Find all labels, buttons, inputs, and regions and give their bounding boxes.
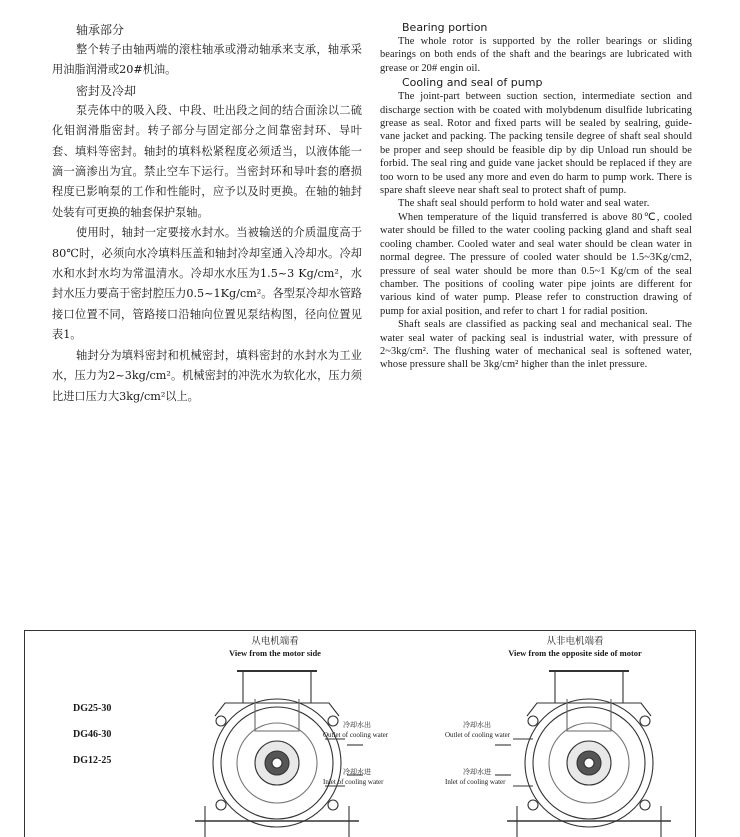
en-heading-seal: Cooling and seal of pump — [402, 76, 543, 90]
left-outlet-label-zh: 冷却水出 — [343, 721, 371, 729]
model-label-3: DG12-25 — [73, 755, 112, 766]
right-inlet-label-zh: 冷却水进 — [463, 768, 491, 776]
en-paragraph-shaft-seal-water: The shaft seal should perform to hold water and seal water. — [398, 198, 650, 210]
english-column — [380, 20, 692, 372]
pump-left-drawing — [195, 671, 363, 837]
en-paragraph-shaft-seal-types: Shaft seals are classified as packing seal and mechanical seal. The water seal water of packing seal is industrial water, with pressure of 2~3kg/cm². The flushing water of mechanical seal is softened water, whose pressure shall be 3kg/cm² higher than the inlet pressure. — [380, 319, 692, 371]
en-heading-bearing: Bearing portion — [402, 21, 488, 34]
left-outlet-label-en: Outlet of cooling water — [323, 731, 389, 739]
chinese-column — [52, 20, 362, 407]
right-caption-en: View from the opposite side of motor — [508, 648, 642, 658]
zh-heading-bearing: 轴承部分 — [76, 23, 125, 37]
en-paragraph-bearing: The whole rotor is supported by the roller bearings or sliding bearings on both ends of the shaft and the bearings are lubricated with grease or 20# engin oil. — [380, 36, 692, 74]
model-label-1: DG25-30 — [73, 703, 112, 714]
left-inlet-label-en: Inlet of cooling water — [323, 778, 384, 786]
left-inlet-label-zh: 冷却水进 — [343, 768, 371, 776]
right-outlet-label-en: Outlet of cooling water — [445, 731, 511, 739]
zh-paragraph-shaft-seal: 轴封分为填料密封和机械密封，填料密封的水封水为工业水，压力为2~3kg/cm²。机械密封的冲洗水为软化水，压力须比进口压力大3kg/cm²以上。 — [52, 348, 362, 403]
right-inlet-label-en: Inlet of cooling water — [445, 778, 506, 786]
en-paragraph-cooling: When temperature of the liquid transferred is above 80℃, cooled water should be filled to the water cooling packing gland and shaft seal cooling chamber. Cooled water and seal water should be clean water in normal degree. The pressure of cooled water should be 1.5~3Kg/cm2, pressure of seal water should be more than 0.5~1 Kg/cm of the seal chamber. The positions of cooling water pipe joints are different for various kind of water pump. Please refer to construction drawing of pump for axial position, and refer to chart 1 for radial position. — [380, 211, 692, 317]
en-paragraph-seal: The joint-part between suction section, intermediate section and discharge section with be coated with molybdenum disulfide lubricating grease as seal. Rotor and fixed parts will be sealed by sealring, guide-vane jacket and packing. The packing tensile degree of shaft seal should be proper and seep should be feasible dip by dip Unload run should be forbid. The seal ring and guide vane jacket should be replaced if they are too worn to be used any more and even do harm to pump work. There is spare shaft sleeve near shaft seal to protect shaft of pump. — [380, 91, 692, 197]
zh-paragraph-seal: 泵壳体中的吸入段、中段、吐出段之间的结合面涂以二硫化钼润滑脂密封。转子部分与固定部分之间靠密封环、导叶套、填料等密封。轴封的填料松紧程度必须适当，以液体能一滴一滴渗出为宜。禁止空车下运行。当密封环和导叶套的磨损程度已影响泵的工作和性能时，应予以及时更换。在轴的轴封处装有可更换的轴套保护泵轴。 — [52, 103, 362, 219]
pump-right-drawing — [495, 671, 671, 837]
zh-paragraph-cooling: 使用时，轴封一定要接水封水。当被输送的介质温度高于80℃时，必须向水冷填料压盖和轴封冷却室通入冷却水。冷却水和水封水均为常温清水。冷却水水压为1.5~3 Kg/cm²，水封水压力要高于密封腔压力0.5~1Kg/cm²。各型泵冷却水管路接口位置不同，管路接口沿轴向位置见泵结构图，径向位置见表1。 — [52, 226, 362, 342]
left-caption-en: View from the motor side — [229, 648, 321, 658]
right-outlet-label-zh: 冷却水出 — [463, 721, 491, 729]
pump-figure-box — [24, 630, 696, 837]
zh-heading-seal: 密封及冷却 — [76, 83, 137, 98]
left-caption-zh: 从电机端看 — [251, 636, 299, 647]
model-label-2: DG46-30 — [73, 729, 112, 740]
zh-paragraph-bearing: 整个转子由轴两端的滚柱轴承或滑动轴承来支承，轴承采用油脂润滑或20#机油。 — [52, 43, 362, 77]
right-caption-zh: 从非电机端看 — [546, 636, 604, 647]
